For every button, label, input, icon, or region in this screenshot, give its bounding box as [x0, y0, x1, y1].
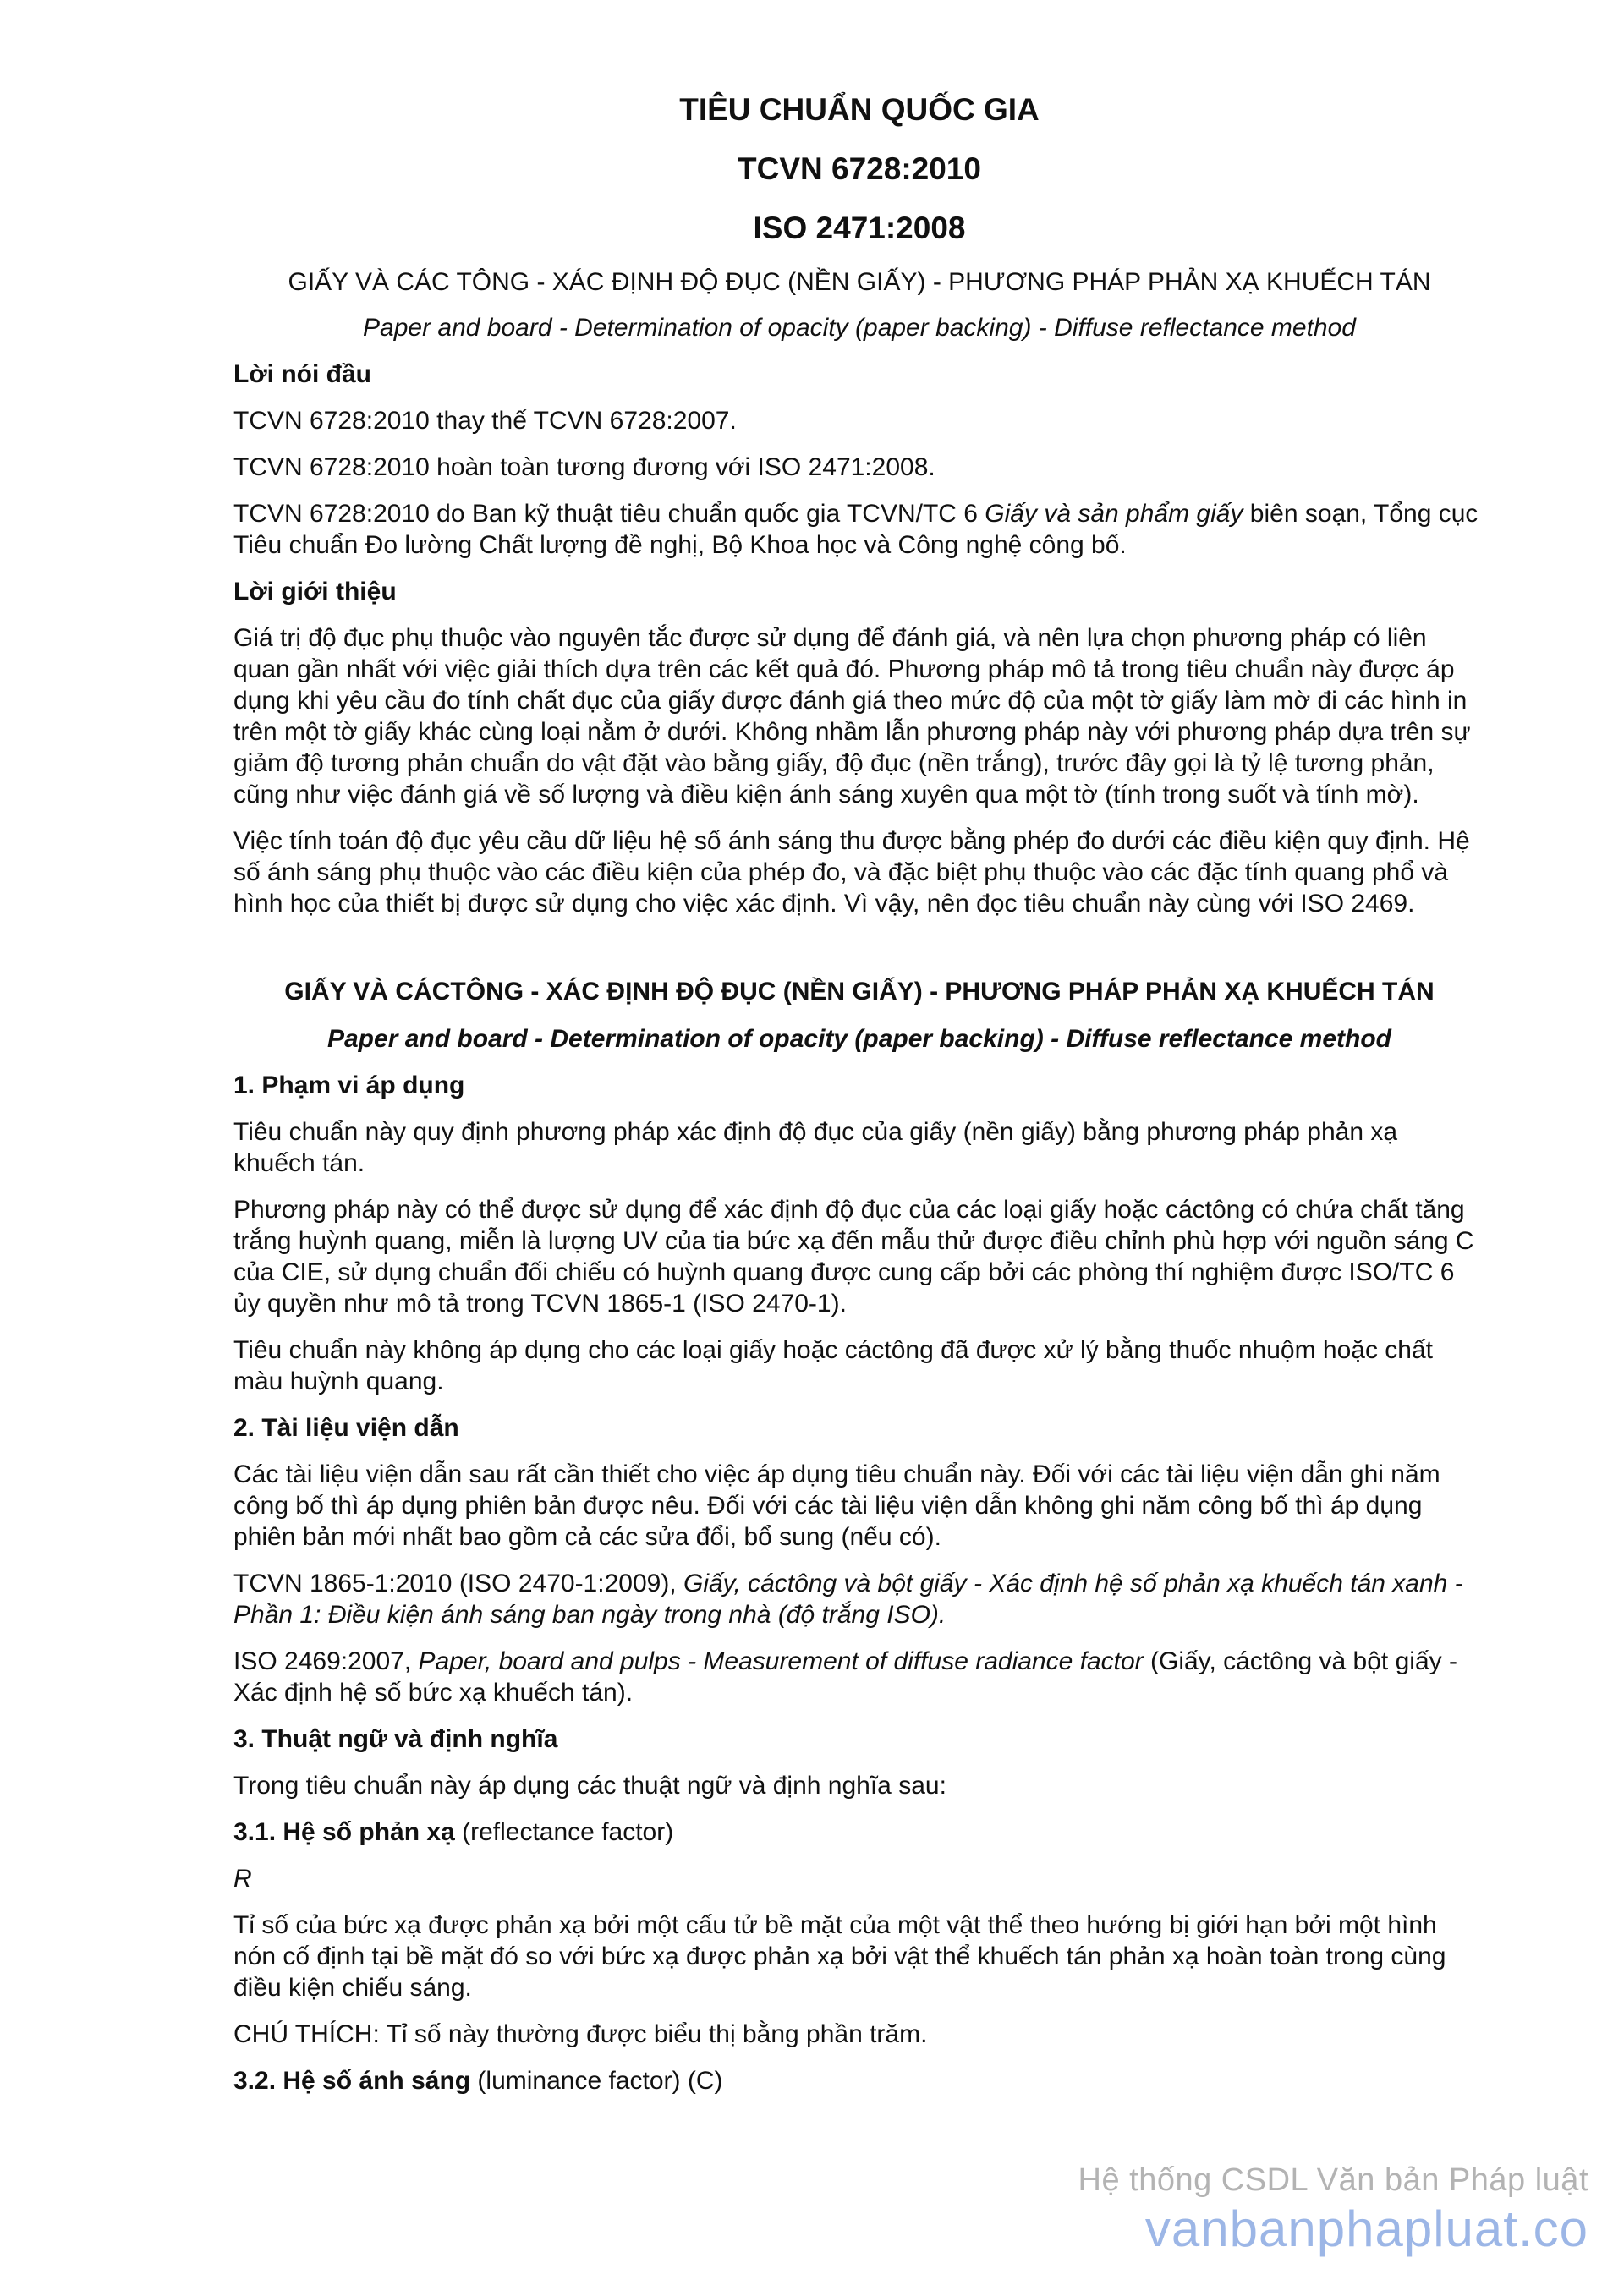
- intro-heading: Lời giới thiệu: [233, 578, 397, 606]
- section-heading: 2. Tài liệu viện dẫn: [233, 1414, 459, 1442]
- term-label: 3.1. Hệ số phản xạ: [233, 1818, 455, 1846]
- text-run: ISO 2469:2007,: [233, 1647, 419, 1675]
- term-label: 3.2. Hệ số ánh sáng: [233, 2067, 471, 2095]
- body-paragraph: Tiêu chuẩn này quy định phương pháp xác định độ đục của giấy (nền giấy) bằng phương pháp phản xạ khuếch tán.: [233, 1118, 1398, 1177]
- watermark: [1078, 2161, 1589, 2259]
- subtitle-vi: GIẤY VÀ CÁC TÔNG - XÁC ĐỊNH ĐỘ ĐỤC (NỀN GIẤY) - PHƯƠNG PHÁP PHẢN XẠ KHUẾCH TÁN: [288, 268, 1431, 296]
- italic-run: Giấy, cáctông và bột giấy - Xác định hệ số phản xạ khuếch tán xanh - Phần 1: Điều kiện ánh sáng ban ngày trong nhà (độ trắng ISO).: [233, 1570, 1463, 1629]
- foreword-paragraph: [233, 498, 1485, 561]
- text-run: biên soạn, Tổng cục Tiêu chuẩn Đo lường Chất lượng đề nghị, Bộ Khoa học và Công nghệ công bố.: [233, 500, 1479, 559]
- reference-paragraph: [233, 1646, 1485, 1708]
- document-page: [233, 88, 1485, 2112]
- iso-number: ISO 2471:2008: [753, 211, 966, 245]
- foreword-paragraph: TCVN 6728:2010 hoàn toàn tương đương với ISO 2471:2008.: [233, 453, 935, 481]
- italic-run: Giấy và sản phẩm giấy: [985, 500, 1243, 528]
- intro-paragraph: Giá trị độ đục phụ thuộc vào nguyên tắc được sử dụng để đánh giá, và nên lựa chọn phương pháp có liên quan gần nhất với việc giải thích dựa trên các kết quả đó. Phương pháp mô tả trong tiêu chuẩn này được áp dụng khi yêu cầu đo tính chất đục của giấy được đánh giá theo mức độ của một tờ giấy làm mờ đi các hình in trên một tờ giấy khác cùng loại nằm ở dưới. Không nhầm lẫn phương pháp này với phương pháp dựa trên sự giảm độ tương phản chuẩn do vật đặt vào bằng giấy, độ đục (nền trắng), trước đây gọi là tỷ lệ tương phản, cũng như việc đánh giá về số lượng và điều kiện ánh sáng xuyên qua một tờ (tính trong suốt và tính mờ).: [233, 624, 1471, 808]
- intro-paragraph: Việc tính toán độ đục yêu cầu dữ liệu hệ số ánh sáng thu được bằng phép đo dưới các điều kiện quy định. Hệ số ánh sáng phụ thuộc vào các điều kiện của phép đo, và đặc biệt phụ thuộc vào các đặc tính quang phổ và hình học của thiết bị được sử dụng cho việc xác định. Vì vậy, nên đọc tiêu chuẩn này cùng với ISO 2469.: [233, 827, 1470, 918]
- term-english: (luminance factor) (C): [470, 2067, 723, 2095]
- term-symbol: [233, 1863, 1485, 1894]
- text-run: TCVN 6728:2010 do Ban kỹ thuật tiêu chuẩn quốc gia TCVN/TC 6: [233, 500, 985, 528]
- text-run: (Giấy, cáctông và bột giấy - Xác định hệ số bức xạ khuếch tán).: [233, 1647, 1457, 1707]
- body-paragraph: Các tài liệu viện dẫn sau rất cần thiết cho việc áp dụng tiêu chuẩn này. Đối với các tài liệu viện dẫn ghi năm công bố thì áp dụng phiên bản được nêu. Đối với các tài liệu viện dẫn không ghi năm công bố thì áp dụng phiên bản mới nhất bao gồm cả các sửa đổi, bổ sung (nếu có).: [233, 1460, 1440, 1551]
- foreword-heading: Lời nói đầu: [233, 360, 371, 388]
- term-definition: Tỉ số của bức xạ được phản xạ bởi một cấu tử bề mặt của một vật thể theo hướng bị giới hạn bởi một hình nón cố định tại bề mặt đó so với bức xạ được phản xạ bởi vật thể khuếch tán phản xạ hoàn toàn trong cùng điều kiện chiếu sáng.: [233, 1911, 1446, 2002]
- document-title: TIÊU CHUẨN QUỐC GIA: [679, 92, 1040, 127]
- body-paragraph: Phương pháp này có thể được sử dụng để xác định độ đục của các loại giấy hoặc cáctông có chứa chất tăng trắng huỳnh quang, miễn là lượng UV của tia bức xạ đến mẫu thử được điều chỉnh phù hợp với nguồn sáng C của CIE, sử dụng chuẩn đối chiếu có huỳnh quang được cung cấp bởi các phòng thí nghiệm được ISO/TC 6 ủy quyền như mô tả trong TCVN 1865-1 (ISO 2470-1).: [233, 1196, 1474, 1318]
- text-run: TCVN 1865-1:2010 (ISO 2470-1:2009),: [233, 1570, 683, 1597]
- term-english: (reflectance factor): [454, 1818, 674, 1846]
- main-title-en: Paper and board - Determination of opacity (paper backing) - Diffuse reflectance method: [326, 1025, 1391, 1053]
- term-paragraph: [233, 2065, 1485, 2096]
- symbol-run: R: [233, 1865, 252, 1893]
- term-paragraph: [233, 1817, 1485, 1848]
- subtitle-en: Paper and board - Determination of opacity (paper backing) - Diffuse reflectance method: [363, 314, 1356, 342]
- standard-number: TCVN 6728:2010: [738, 151, 981, 186]
- watermark-site: vanbanphapluat.co: [1144, 2200, 1588, 2257]
- body-paragraph: Trong tiêu chuẩn này áp dụng các thuật ngữ và định nghĩa sau:: [233, 1772, 946, 1800]
- foreword-paragraph: TCVN 6728:2010 thay thế TCVN 6728:2007.: [233, 407, 737, 435]
- section-heading: 1. Phạm vi áp dụng: [233, 1071, 465, 1099]
- watermark-caption: Hệ thống CSDL Văn bản Pháp luật: [1078, 2162, 1588, 2198]
- reference-paragraph: [233, 1568, 1485, 1630]
- italic-run: Paper, board and pulps - Measurement of diffuse radiance factor: [418, 1647, 1144, 1675]
- section-heading: 3. Thuật ngữ và định nghĩa: [233, 1725, 558, 1753]
- note-paragraph: CHÚ THÍCH: Tỉ số này thường được biểu thị bằng phần trăm.: [233, 2020, 928, 2048]
- main-title-vi: GIẤY VÀ CÁCTÔNG - XÁC ĐỊNH ĐỘ ĐỤC (NỀN GIẤY) - PHƯƠNG PHÁP PHẢN XẠ KHUẾCH TÁN: [284, 978, 1435, 1006]
- body-paragraph: Tiêu chuẩn này không áp dụng cho các loại giấy hoặc cáctông đã được xử lý bằng thuốc nhuộm hoặc chất màu huỳnh quang.: [233, 1336, 1433, 1395]
